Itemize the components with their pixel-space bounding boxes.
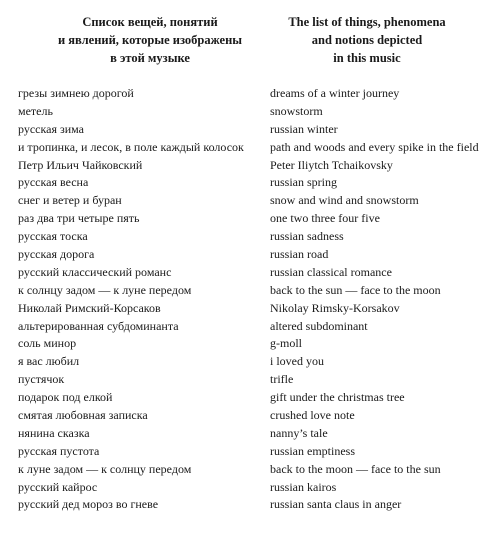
russian-list-item: Николай Римский-Корсаков <box>18 300 161 315</box>
english-list-item: dreams of a winter journey <box>270 86 400 100</box>
english-list-item: snow and wind and snowstorm <box>270 193 419 208</box>
russian-list-item: подарок под елкой <box>18 390 113 405</box>
russian-list-item: русская дорога <box>18 247 95 262</box>
russian-list-item: снег и ветер и буран <box>18 193 122 208</box>
russian-list-item: к солнцу задом — к луне передом <box>18 282 192 297</box>
russian-list-item: русский кайрос <box>18 479 98 494</box>
english-list-item: one two three four five <box>270 211 380 226</box>
english-list-item: nanny’s tale <box>270 425 328 440</box>
english-list-item: path and woods and every spike in the field <box>270 139 479 154</box>
english-list-item: trifle <box>270 372 294 387</box>
russian-list-item: метель <box>18 103 53 118</box>
russian-list-item: Петр Ильич Чайковский <box>18 157 143 172</box>
english-list-item: snowstorm <box>270 103 323 118</box>
english-list-item: russian classical romance <box>270 264 392 279</box>
russian-list-item: русская тоска <box>18 229 88 244</box>
russian-list-item: раз два три четыре пять <box>18 211 140 226</box>
russian-list-item: русская весна <box>18 175 89 190</box>
english-list-item: back to the moon — face to the sun <box>270 461 441 476</box>
russian-list-item: я вас любил <box>18 354 80 369</box>
russian-items-list <box>18 85 263 514</box>
russian-list-item: грезы зимнею дорогой <box>18 86 134 100</box>
english-list-item: russian spring <box>270 175 337 190</box>
english-list-item: i loved you <box>270 354 324 369</box>
english-list-item: russian sadness <box>270 229 344 244</box>
english-column-heading: The list of things, phenomena and notions depicted in this music <box>288 15 446 65</box>
russian-list-item: смятая любовная записка <box>18 408 148 423</box>
english-items-list <box>270 85 495 514</box>
russian-column-heading: Список вещей, понятий и явлений, которые изображены в этой музыке <box>57 15 243 65</box>
english-list-item: Nikolay Rimsky-Korsakov <box>270 300 400 315</box>
russian-list-item: соль минор <box>18 336 77 351</box>
russian-list-item: к луне задом — к солнцу передом <box>18 461 192 476</box>
english-list-item: russian emptiness <box>270 443 355 458</box>
english-list-item: russian kairos <box>270 479 337 494</box>
english-list-item: altered subdominant <box>270 318 368 333</box>
english-list-item: back to the sun — face to the moon <box>270 282 441 297</box>
russian-list-item: русская пустота <box>18 443 100 458</box>
russian-list-item: русский классический романс <box>18 264 172 279</box>
russian-list-item: альтерированная субдоминанта <box>18 318 179 333</box>
russian-list-item: и тропинка, и лесок, в поле каждый колосок <box>18 139 244 154</box>
english-list-item: russian winter <box>270 121 338 136</box>
russian-list-item: нянина сказка <box>18 425 90 440</box>
english-list-item: crushed love note <box>270 408 355 423</box>
russian-list-item: пустячок <box>18 372 65 387</box>
english-list-item: russian santa claus in anger <box>270 497 402 512</box>
russian-list-item: русская зима <box>18 121 84 136</box>
english-list-item: g-moll <box>270 336 302 351</box>
english-list-item: russian road <box>270 247 329 262</box>
english-list-item: gift under the christmas tree <box>270 390 405 405</box>
russian-list-item: русский дед мороз во гневе <box>18 497 159 512</box>
english-list-item: Peter Iliytch Tchaikovsky <box>270 157 393 172</box>
